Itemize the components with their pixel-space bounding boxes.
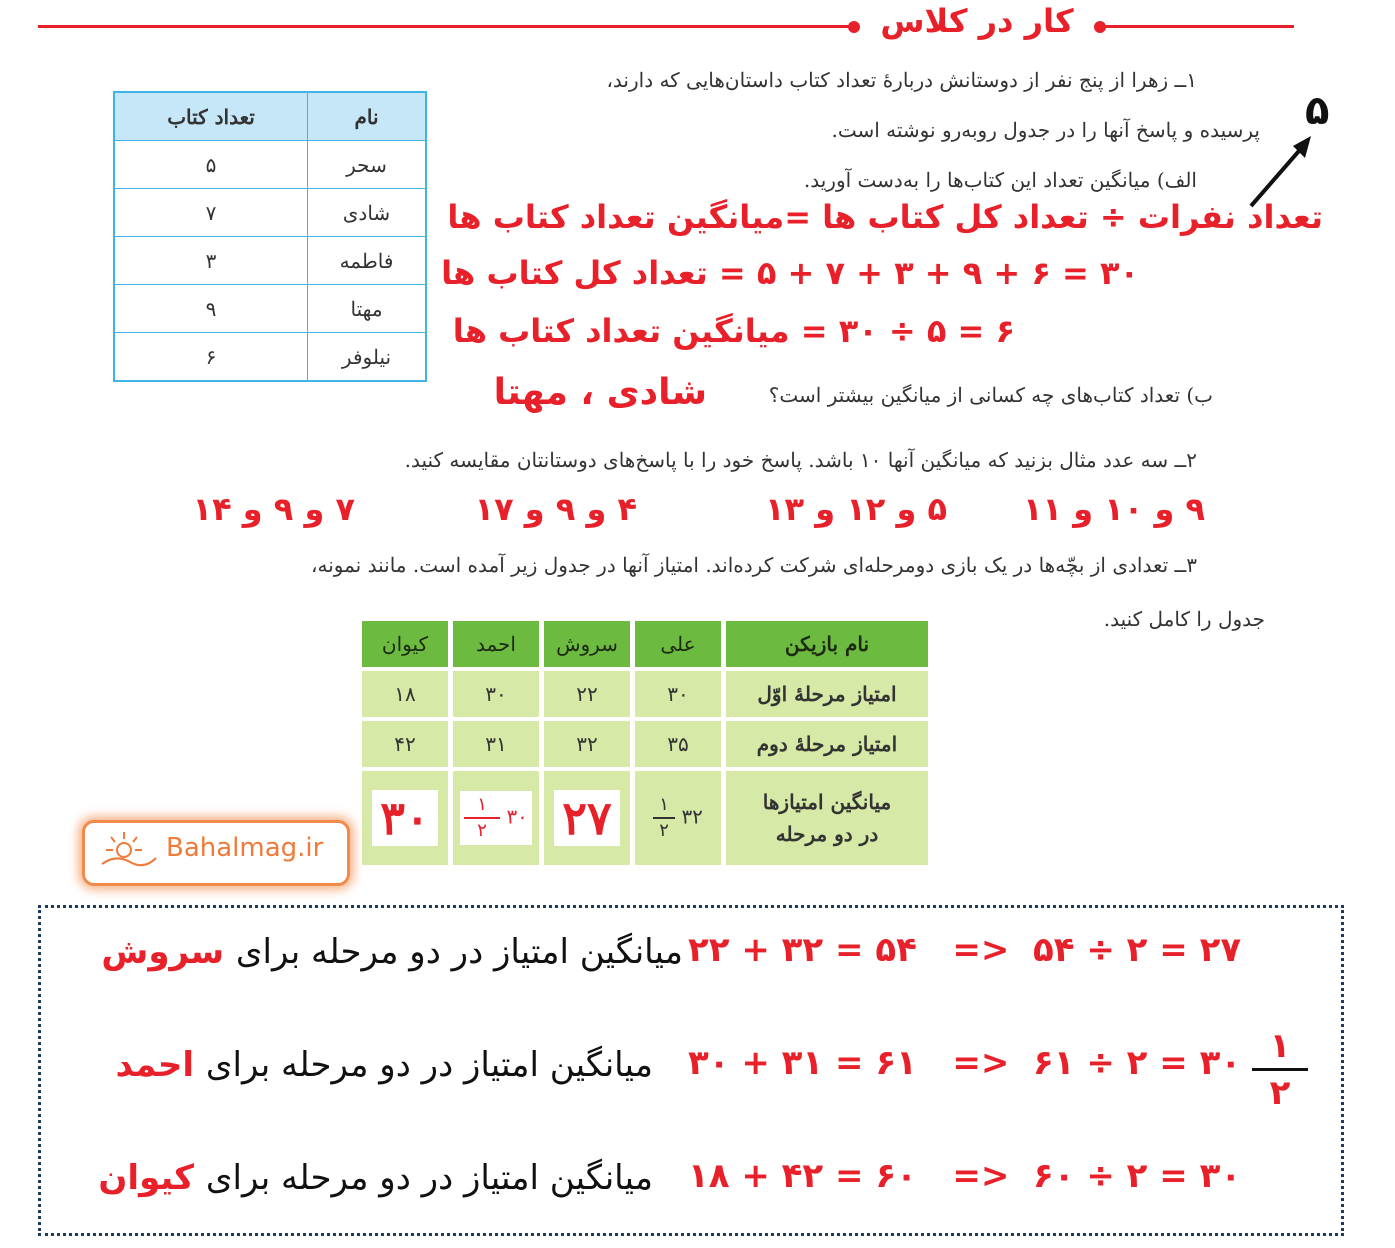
fraction-denominator: ۲ xyxy=(477,820,487,841)
score-table-player: سروش xyxy=(544,621,630,667)
answer-row-calc: ۳۰ + ۳۱ = ۶۱ => ۶۱ ÷ ۲ = ۳۰ xyxy=(688,1043,1242,1083)
q1-answer-mean: ۶ = ۵ ÷ ۳۰ = میانگین تعداد کتاب ها xyxy=(452,312,1015,350)
score-table-player: احمد xyxy=(453,621,539,667)
header-rule-right xyxy=(1104,25,1294,28)
avg-fraction xyxy=(653,795,675,841)
answer-row-name: سروش xyxy=(101,932,225,972)
score-avg-cell xyxy=(544,771,630,865)
answer-row-name: کیوان xyxy=(98,1158,195,1198)
fraction-denominator: ۲ xyxy=(1269,1073,1291,1113)
fraction-bar xyxy=(464,817,500,819)
avg-fraction xyxy=(464,795,500,841)
answer-row-label xyxy=(115,1045,653,1085)
score-cell: ۳۱ xyxy=(453,721,539,767)
answer-row-prefix: میانگین امتیاز در دو مرحله برای xyxy=(235,932,683,972)
score-cell: ۳۲ xyxy=(544,721,630,767)
answer-row-calc: ۱۸ + ۴۲ = ۶۰ => ۶۰ ÷ ۲ = ۳۰ xyxy=(688,1156,1242,1196)
score-avg-cell xyxy=(635,771,721,865)
score-avg-cell xyxy=(453,771,539,865)
score-table-player: کیوان xyxy=(362,621,448,667)
avg-answer-box: ۲۷ xyxy=(554,790,619,846)
q1-line2: پرسیده و پاسخ آنها را در جدول روبه‌رو نوشته است. xyxy=(831,118,1260,142)
table-row xyxy=(114,285,426,333)
book-table-header-count: تعداد کتاب xyxy=(114,92,308,141)
table-row xyxy=(362,721,928,767)
table-row xyxy=(114,237,426,285)
table-row xyxy=(362,671,928,717)
fraction-denominator: ۲ xyxy=(659,820,669,841)
score-cell: ۳۵ xyxy=(635,721,721,767)
score-table-round1-label: امتیاز مرحلهٔ اوّل xyxy=(726,671,928,717)
avg-label-line1: میانگین امتیازها xyxy=(762,790,892,814)
fraction-numerator: ۱ xyxy=(1269,1026,1291,1066)
score-cell: ۳۰ xyxy=(453,671,539,717)
q1-answer-b: شادی ، مهتا xyxy=(493,372,707,413)
score-table-player: علی xyxy=(635,621,721,667)
q2-text: ۲ــ سه عدد مثال بزنید که میانگین آنها ۱۰ باشد. پاسخ خود را با پاسخ‌های دوستانتان مقایسه کنید. xyxy=(404,448,1197,472)
q3-line1: ۳ــ تعدادی از بچّه‌ها در یک بازی دومرحله‌ای شرکت کرده‌اند. امتیاز آنها در جدول زیر آمده است. مانند نمونه، xyxy=(311,553,1197,577)
score-cell: ۱۸ xyxy=(362,671,448,717)
book-table-name: مهتا xyxy=(308,285,427,333)
avg-label-line2: در دو مرحله xyxy=(775,822,879,846)
q1-answer-formula: تعداد نفرات ÷ تعداد کل کتاب ها =میانگین تعداد کتاب ها xyxy=(447,198,1323,236)
book-table-name: شادی xyxy=(308,189,427,237)
score-table xyxy=(357,617,933,869)
table-row xyxy=(114,189,426,237)
q1-answer-total: ۳۰ = ۶ + ۹ + ۳ + ۷ + ۵ = تعداد کل کتاب ها xyxy=(441,254,1139,292)
q3-line2: جدول را کامل کنید. xyxy=(1103,607,1265,631)
score-avg-cell xyxy=(362,771,448,865)
q2-answer-4: ۷ و ۹ و ۱۴ xyxy=(192,490,355,528)
header-rule-left xyxy=(38,25,850,28)
avg-answer-box xyxy=(460,791,532,845)
answer-row-calc: ۲۲ + ۳۲ = ۵۴ => ۵۴ ÷ ۲ = ۲۷ xyxy=(688,930,1242,970)
q1-line1: ۱ــ زهرا از پنج نفر از دوستانش دربارهٔ تعداد کتاب داستان‌هایی که دارند، xyxy=(606,68,1197,92)
answer-row-name: احمد xyxy=(115,1045,195,1085)
score-table-round2-label: امتیاز مرحلهٔ دوم xyxy=(726,721,928,767)
answer-row-fraction xyxy=(1252,1026,1308,1113)
page-title: کار در کلاس xyxy=(880,2,1074,40)
fraction-bar xyxy=(653,817,675,819)
avg-whole: ۳۰ xyxy=(506,804,528,829)
fraction-numerator: ۱ xyxy=(477,794,487,815)
score-table-avg-label xyxy=(726,771,928,865)
book-count-table xyxy=(113,91,427,382)
answer-row-prefix: میانگین امتیاز در دو مرحله برای xyxy=(205,1045,653,1085)
q2-answer-2: ۵ و ۱۲ و ۱۳ xyxy=(765,490,947,528)
q2-answer-3: ۴ و ۹ و ۱۷ xyxy=(474,490,637,528)
header-dot-left xyxy=(848,21,860,33)
q1-part-a: الف) میانگین تعداد این کتاب‌ها را به‌دست آورید. xyxy=(803,168,1197,192)
score-cell: ۳۰ xyxy=(635,671,721,717)
table-row xyxy=(114,333,426,382)
avg-answer-box: ۳۰ xyxy=(372,790,437,846)
fraction-bar xyxy=(1252,1068,1308,1071)
logo-text: Bahalmag.ir xyxy=(166,833,324,863)
book-table-count: ۷ xyxy=(114,189,308,237)
arrow-note-number: ۵ xyxy=(1305,88,1330,134)
book-table-header-name: نام xyxy=(308,92,427,141)
book-table-count: ۵ xyxy=(114,141,308,189)
book-table-name: فاطمه xyxy=(308,237,427,285)
score-cell: ۲۲ xyxy=(544,671,630,717)
score-cell: ۴۲ xyxy=(362,721,448,767)
book-table-count: ۶ xyxy=(114,333,308,382)
answer-row-label xyxy=(101,932,683,972)
table-row xyxy=(114,141,426,189)
answer-row-label xyxy=(98,1158,653,1198)
q2-answer-1: ۹ و ۱۰ و ۱۱ xyxy=(1023,490,1205,528)
book-table-count: ۳ xyxy=(114,237,308,285)
answer-row-prefix: میانگین امتیاز در دو مرحله برای xyxy=(205,1158,653,1198)
avg-whole: ۳۲ xyxy=(681,804,703,829)
book-table-name: سحر xyxy=(308,141,427,189)
fraction-numerator: ۱ xyxy=(659,794,669,815)
book-table-count: ۹ xyxy=(114,285,308,333)
book-table-name: نیلوفر xyxy=(308,333,427,382)
score-table-header-label: نام بازیکن xyxy=(726,621,928,667)
table-row xyxy=(362,771,928,865)
sun-icon xyxy=(96,828,160,872)
q1-part-b: ب) تعداد کتاب‌های چه کسانی از میانگین بیشتر است؟ xyxy=(768,383,1213,407)
